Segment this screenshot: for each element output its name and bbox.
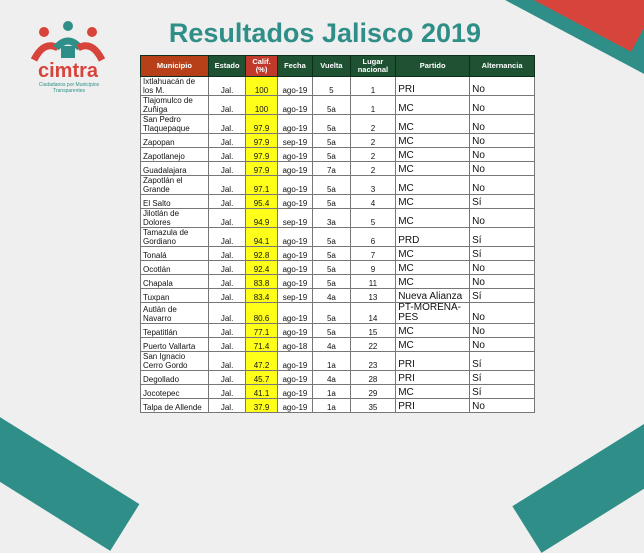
results-table-body [141, 77, 535, 413]
fecha-cell: sep-19 [277, 134, 312, 148]
vuelta-cell: 1a [313, 399, 350, 413]
table-row [141, 195, 535, 209]
table-row [141, 352, 535, 371]
vuelta-cell: 4a [313, 289, 350, 303]
alternancia-cell: Sí [470, 385, 535, 399]
alternancia-cell: No [470, 399, 535, 413]
table-row [141, 209, 535, 228]
estado-cell: Jal. [208, 96, 245, 115]
municipio-cell: Tamazula de Gordiano [141, 228, 209, 247]
fecha-cell: ago-19 [277, 275, 312, 289]
alternancia-cell: No [470, 338, 535, 352]
header-fecha: Fecha [277, 56, 312, 77]
lugar-cell: 29 [350, 385, 396, 399]
estado-cell: Jal. [208, 176, 245, 195]
partido-cell: MC [396, 195, 470, 209]
lugar-cell: 35 [350, 399, 396, 413]
estado-cell: Jal. [208, 371, 245, 385]
calif-cell: 97.9 [246, 134, 277, 148]
table-row [141, 162, 535, 176]
calif-cell: 71.4 [246, 338, 277, 352]
fecha-cell: sep-19 [277, 209, 312, 228]
municipio-cell: Ixtlahuacán de los M. [141, 77, 209, 96]
lugar-cell: 2 [350, 115, 396, 134]
fecha-cell: ago-19 [277, 371, 312, 385]
vuelta-cell: 5a [313, 96, 350, 115]
calif-cell: 83.4 [246, 289, 277, 303]
estado-cell: Jal. [208, 77, 245, 96]
alternancia-cell: No [470, 275, 535, 289]
lugar-cell: 2 [350, 148, 396, 162]
alternancia-cell: Sí [470, 247, 535, 261]
alternancia-cell: Sí [470, 228, 535, 247]
alternancia-cell: Sí [470, 352, 535, 371]
vuelta-cell: 5a [313, 247, 350, 261]
estado-cell: Jal. [208, 148, 245, 162]
alternancia-cell: No [470, 303, 535, 324]
lugar-cell: 23 [350, 352, 396, 371]
vuelta-cell: 5a [313, 176, 350, 195]
municipio-cell: Degollado [141, 371, 209, 385]
calif-cell: 45.7 [246, 371, 277, 385]
fecha-cell: ago-19 [277, 148, 312, 162]
partido-cell: MC [396, 261, 470, 275]
fecha-cell: ago-19 [277, 115, 312, 134]
alternancia-cell: Sí [470, 371, 535, 385]
vuelta-cell: 5a [313, 134, 350, 148]
lugar-cell: 15 [350, 324, 396, 338]
municipio-cell: San Ignacio Cerro Gordo [141, 352, 209, 371]
calif-cell: 80.6 [246, 303, 277, 324]
lugar-cell: 4 [350, 195, 396, 209]
lugar-cell: 2 [350, 162, 396, 176]
partido-cell: PRI [396, 399, 470, 413]
fecha-cell: ago-19 [277, 399, 312, 413]
vuelta-cell: 5a [313, 324, 350, 338]
lugar-cell: 22 [350, 338, 396, 352]
fecha-cell: ago-19 [277, 247, 312, 261]
partido-cell: PRD [396, 228, 470, 247]
calif-cell: 94.1 [246, 228, 277, 247]
estado-cell: Jal. [208, 195, 245, 209]
fecha-cell: ago-19 [277, 162, 312, 176]
estado-cell: Jal. [208, 275, 245, 289]
calif-cell: 37.9 [246, 399, 277, 413]
table-header-row [141, 56, 535, 77]
lugar-cell: 11 [350, 275, 396, 289]
partido-cell: MC [396, 134, 470, 148]
table-row [141, 148, 535, 162]
lugar-cell: 1 [350, 77, 396, 96]
table-row [141, 399, 535, 413]
decor-corner-bottom-right [512, 416, 644, 553]
vuelta-cell: 5a [313, 275, 350, 289]
lugar-cell: 3 [350, 176, 396, 195]
municipio-cell: San Pedro Tlaquepaque [141, 115, 209, 134]
calif-cell: 47.2 [246, 352, 277, 371]
alternancia-cell: Sí [470, 195, 535, 209]
municipio-cell: Talpa de Allende [141, 399, 209, 413]
municipio-cell: Ocotlán [141, 261, 209, 275]
header-estado: Estado [208, 56, 245, 77]
fecha-cell: ago-19 [277, 352, 312, 371]
vuelta-cell: 5a [313, 261, 350, 275]
calif-cell: 92.4 [246, 261, 277, 275]
fecha-cell: ago-19 [277, 96, 312, 115]
page-title: Resultados Jalisco 2019 [168, 18, 482, 48]
calif-cell: 41.1 [246, 385, 277, 399]
alternancia-cell: No [470, 176, 535, 195]
municipio-cell: Zapotlanejo [141, 148, 209, 162]
fecha-cell: ago-19 [277, 303, 312, 324]
table-row [141, 371, 535, 385]
calif-cell: 100 [246, 77, 277, 96]
alternancia-cell: No [470, 115, 535, 134]
vuelta-cell: 5a [313, 303, 350, 324]
estado-cell: Jal. [208, 324, 245, 338]
alternancia-cell: No [470, 162, 535, 176]
estado-cell: Jal. [208, 303, 245, 324]
decor-corner-bottom-left [0, 398, 139, 551]
alternancia-cell: No [470, 324, 535, 338]
header-alternancia: Alternancia [470, 56, 535, 77]
alternancia-cell: No [470, 148, 535, 162]
fecha-cell: ago-19 [277, 385, 312, 399]
calif-cell: 97.9 [246, 148, 277, 162]
partido-cell: PRI [396, 352, 470, 371]
calif-cell: 94.9 [246, 209, 277, 228]
table-row [141, 324, 535, 338]
vuelta-cell: 4a [313, 371, 350, 385]
lugar-cell: 14 [350, 303, 396, 324]
municipio-cell: Chapala [141, 275, 209, 289]
lugar-cell: 9 [350, 261, 396, 275]
vuelta-cell: 5 [313, 77, 350, 96]
lugar-cell: 5 [350, 209, 396, 228]
header-calif: Calif. (%) [246, 56, 277, 77]
calif-cell: 95.4 [246, 195, 277, 209]
municipio-cell: Jilotlán de Dolores [141, 209, 209, 228]
alternancia-cell: No [470, 134, 535, 148]
vuelta-cell: 5a [313, 228, 350, 247]
partido-cell: MC [396, 162, 470, 176]
vuelta-cell: 1a [313, 352, 350, 371]
fecha-cell: ago-18 [277, 338, 312, 352]
lugar-cell: 1 [350, 96, 396, 115]
municipio-cell: Zapotlán el Grande [141, 176, 209, 195]
vuelta-cell: 1a [313, 385, 350, 399]
estado-cell: Jal. [208, 399, 245, 413]
alternancia-cell: Sí [470, 289, 535, 303]
table-row [141, 134, 535, 148]
partido-cell: MC [396, 209, 470, 228]
municipio-cell: Tonalá [141, 247, 209, 261]
partido-cell: PT-MORENA-PES [396, 303, 470, 324]
fecha-cell: ago-19 [277, 195, 312, 209]
calif-cell: 100 [246, 96, 277, 115]
calif-cell: 97.9 [246, 115, 277, 134]
table-row [141, 228, 535, 247]
logo-subtitle: Ciudadanos por Municipios Transparentes [38, 82, 100, 94]
vuelta-cell: 4a [313, 338, 350, 352]
partido-cell: PRI [396, 371, 470, 385]
municipio-cell: El Salto [141, 195, 209, 209]
fecha-cell: ago-19 [277, 77, 312, 96]
calif-cell: 92.8 [246, 247, 277, 261]
municipio-cell: Tepatitlán [141, 324, 209, 338]
estado-cell: Jal. [208, 115, 245, 134]
estado-cell: Jal. [208, 261, 245, 275]
table-row [141, 385, 535, 399]
table-row [141, 77, 535, 96]
calif-cell: 97.1 [246, 176, 277, 195]
estado-cell: Jal. [208, 162, 245, 176]
partido-cell: MC [396, 148, 470, 162]
lugar-cell: 28 [350, 371, 396, 385]
fecha-cell: ago-19 [277, 176, 312, 195]
calif-cell: 97.9 [246, 162, 277, 176]
table-row [141, 303, 535, 324]
vuelta-cell: 5a [313, 148, 350, 162]
estado-cell: Jal. [208, 247, 245, 261]
partido-cell: MC [396, 176, 470, 195]
table-row [141, 247, 535, 261]
table-row [141, 261, 535, 275]
partido-cell: MC [396, 247, 470, 261]
estado-cell: Jal. [208, 338, 245, 352]
municipio-cell: Tlajomulco de Zuñiga [141, 96, 209, 115]
municipio-cell: Guadalajara [141, 162, 209, 176]
fecha-cell: ago-19 [277, 228, 312, 247]
header-partido: Partido [396, 56, 470, 77]
municipio-cell: Jocotepec [141, 385, 209, 399]
table-row [141, 96, 535, 115]
partido-cell: MC [396, 115, 470, 134]
calif-cell: 83.8 [246, 275, 277, 289]
municipio-cell: Tuxpan [141, 289, 209, 303]
partido-cell: MC [396, 385, 470, 399]
header-vuelta: Vuelta [313, 56, 350, 77]
municipio-cell: Puerto Vallarta [141, 338, 209, 352]
alternancia-cell: No [470, 77, 535, 96]
estado-cell: Jal. [208, 134, 245, 148]
alternancia-cell: No [470, 96, 535, 115]
table-row [141, 289, 535, 303]
municipio-cell: Autlán de Navarro [141, 303, 209, 324]
alternancia-cell: No [470, 261, 535, 275]
lugar-cell: 2 [350, 134, 396, 148]
estado-cell: Jal. [208, 385, 245, 399]
partido-cell: PRI [396, 77, 470, 96]
vuelta-cell: 5a [313, 115, 350, 134]
partido-cell: Nueva Alianza [396, 289, 470, 303]
table-row [141, 115, 535, 134]
partido-cell: MC [396, 338, 470, 352]
fecha-cell: ago-19 [277, 261, 312, 275]
fecha-cell: ago-19 [277, 324, 312, 338]
header-municipio: Municipio [141, 56, 209, 77]
results-table [140, 55, 535, 413]
vuelta-cell: 7a [313, 162, 350, 176]
fecha-cell: sep-19 [277, 289, 312, 303]
estado-cell: Jal. [208, 352, 245, 371]
estado-cell: Jal. [208, 209, 245, 228]
logo-wordmark: cimtra [37, 60, 99, 82]
calif-cell: 77.1 [246, 324, 277, 338]
alternancia-cell: No [470, 209, 535, 228]
table-row [141, 176, 535, 195]
estado-cell: Jal. [208, 289, 245, 303]
lugar-cell: 7 [350, 247, 396, 261]
table-row [141, 338, 535, 352]
vuelta-cell: 3a [313, 209, 350, 228]
lugar-cell: 13 [350, 289, 396, 303]
estado-cell: Jal. [208, 228, 245, 247]
municipio-cell: Zapopan [141, 134, 209, 148]
partido-cell: MC [396, 324, 470, 338]
lugar-cell: 6 [350, 228, 396, 247]
partido-cell: MC [396, 275, 470, 289]
table-row [141, 275, 535, 289]
header-lugar: Lugar nacional [350, 56, 396, 77]
vuelta-cell: 5a [313, 195, 350, 209]
partido-cell: MC [396, 96, 470, 115]
